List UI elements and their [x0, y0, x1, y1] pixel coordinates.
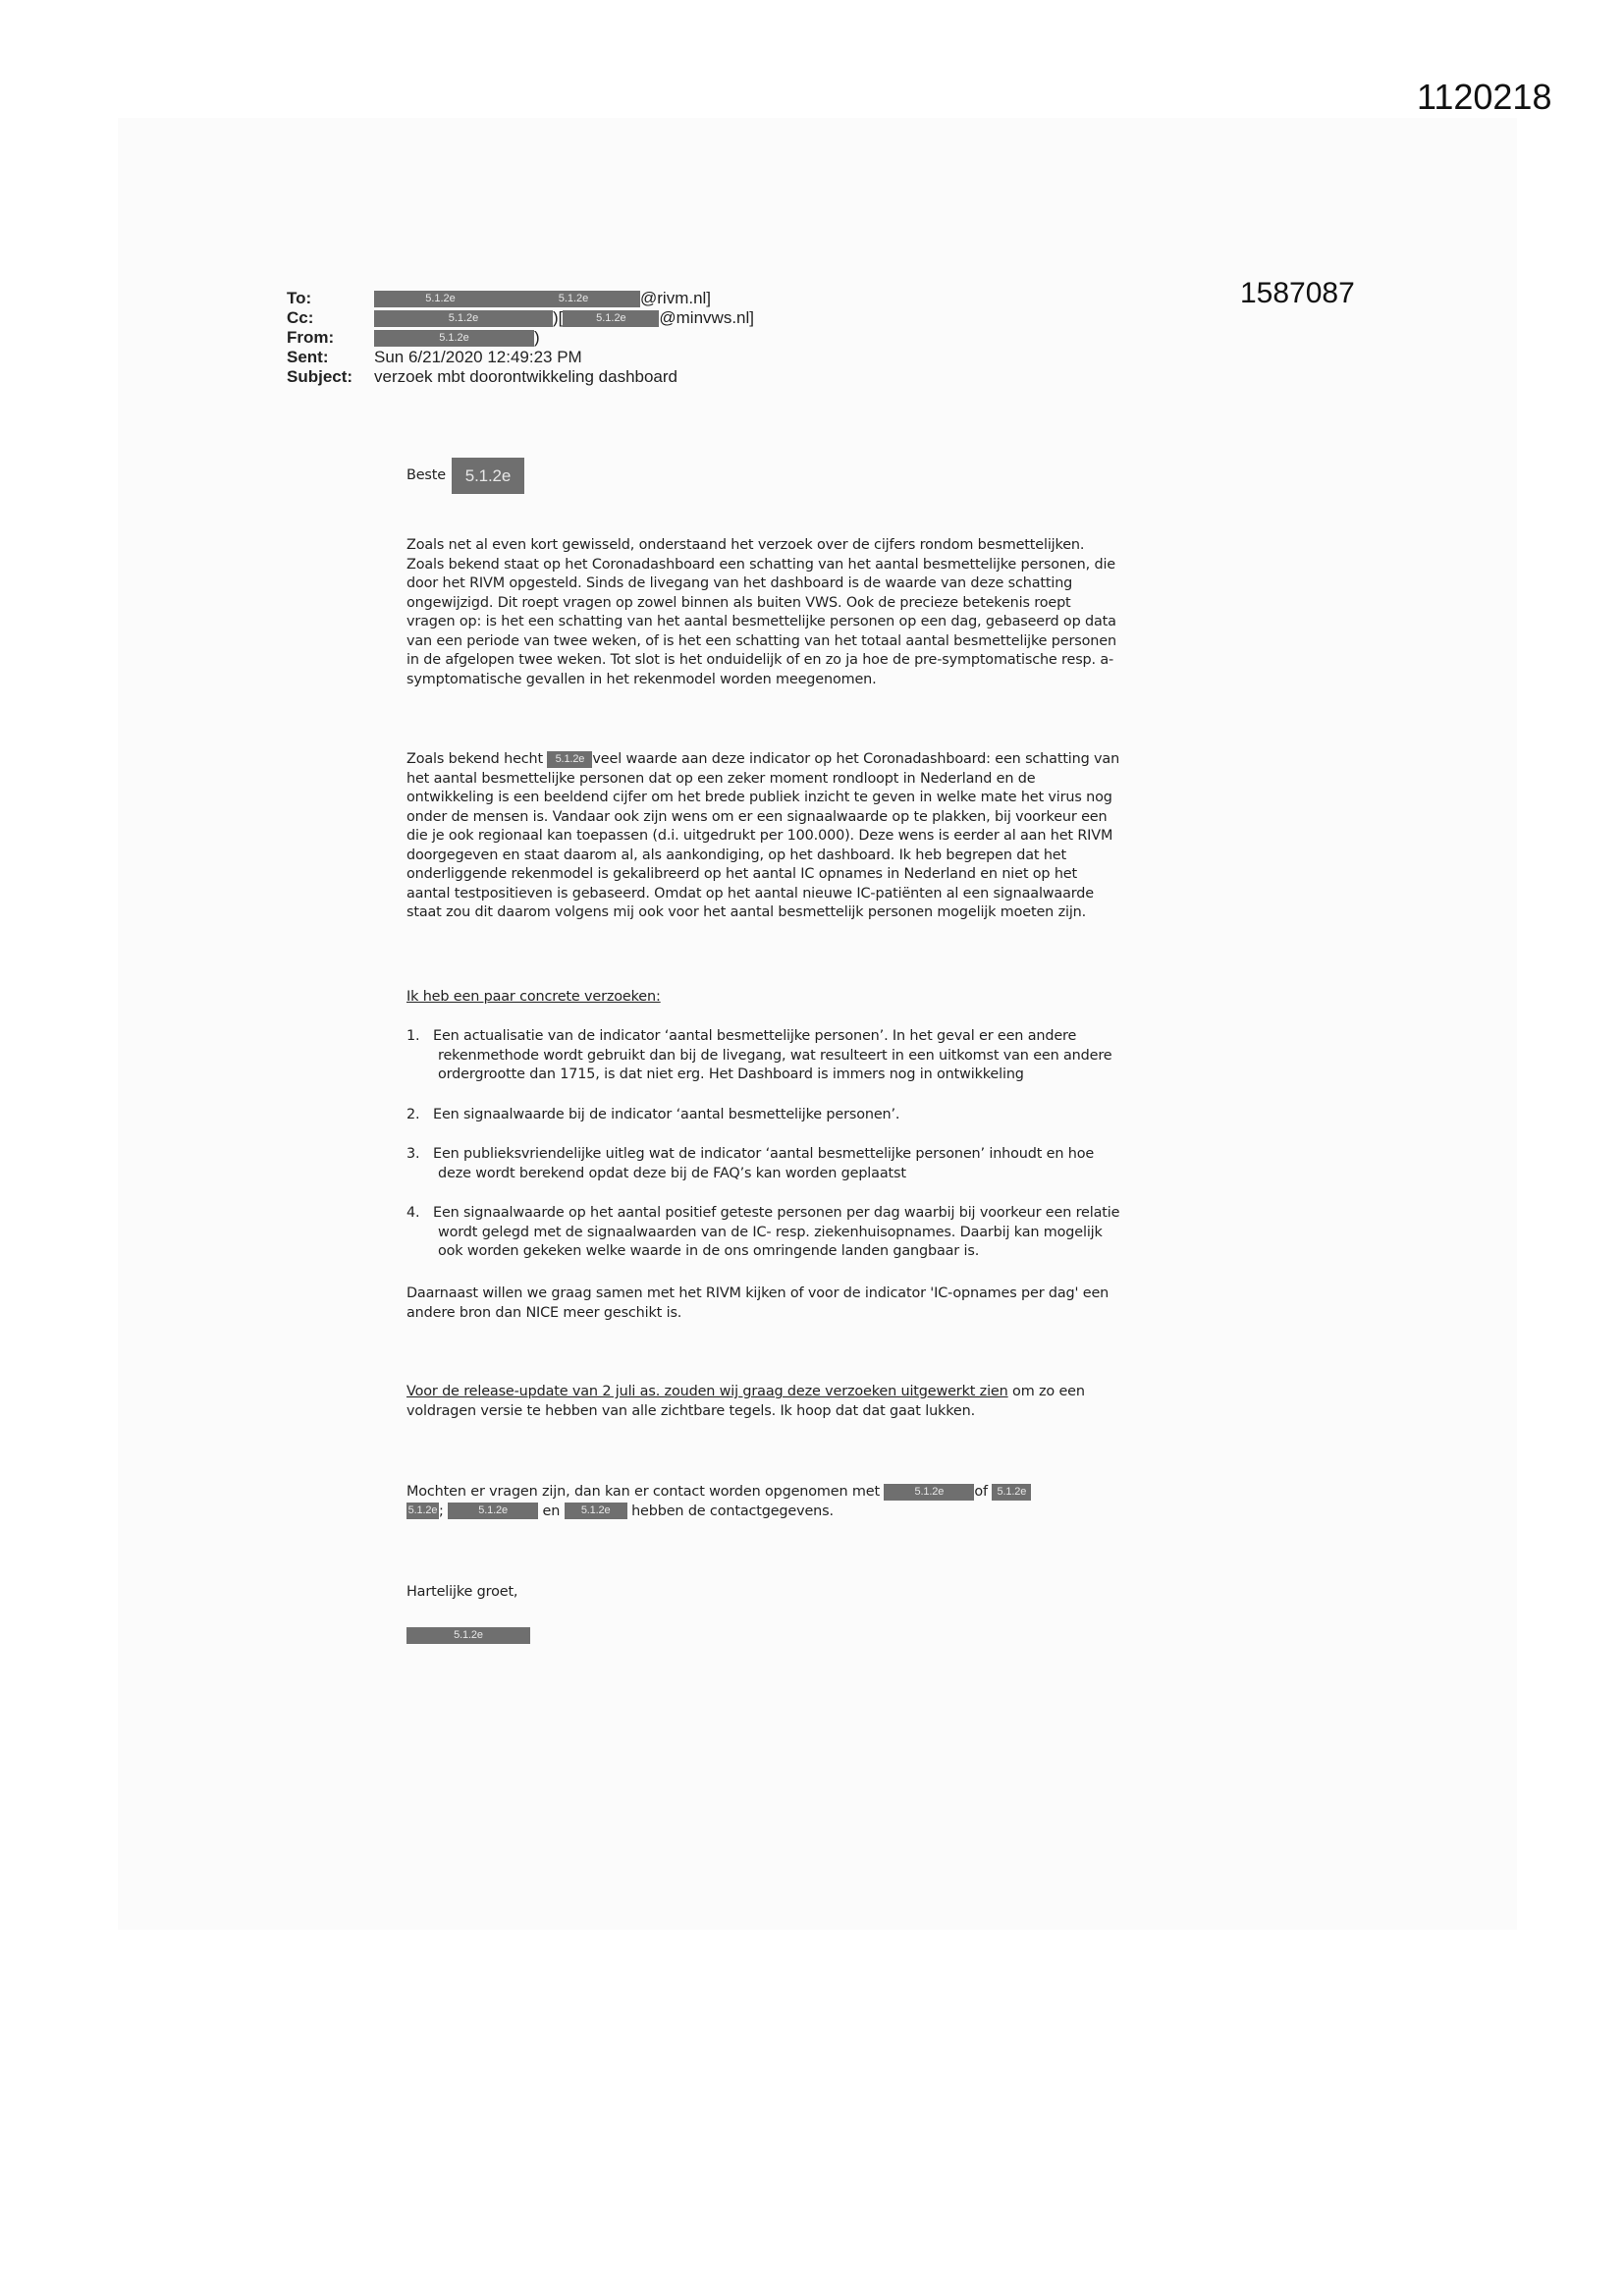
text-line	[406, 1503, 1031, 1522]
list-text	[433, 1204, 1119, 1262]
text-line	[406, 632, 1116, 652]
redaction: 5.1.2e	[884, 1484, 974, 1501]
redaction: 5.1.2e	[992, 1484, 1031, 1501]
text-segment: wordt gelegd met de signaalwaarden van de IC- resp. ziekenhuisopnames. Daarbij kan mogelijk	[438, 1224, 1103, 1240]
text-line	[433, 1242, 1119, 1262]
text-segment: die je ook regionaal kan toepassen (d.i. uitgedrukt per 100.000). Deze wens is eerder al aan het RIVM	[406, 828, 1113, 844]
text-line	[406, 865, 1119, 885]
text-line	[406, 574, 1116, 594]
text-segment: hebben de contactgegevens.	[626, 1503, 834, 1519]
text-line	[433, 1066, 1111, 1085]
from-label: From:	[287, 328, 335, 347]
redaction: 5.1.2e	[448, 1503, 538, 1519]
text-segment: aantal testpositieven is gebaseerd. Omdat op het aantal nieuwe IC-patiënten al een signaalwaarde	[406, 885, 1094, 902]
text-line	[406, 594, 1116, 614]
redaction: 5.1.2e	[374, 330, 534, 347]
text-segment: en	[538, 1503, 565, 1519]
text-line	[406, 847, 1119, 866]
redaction: 5.1.2e	[565, 1503, 627, 1519]
sent-value: Sun 6/21/2020 12:49:23 PM	[374, 348, 582, 366]
text-segment: Zoals bekend staat op het Coronadashboard een schatting van het aantal besmettelijke personen, die	[406, 556, 1115, 573]
text-line	[406, 789, 1119, 808]
cc-separator: )[	[553, 308, 564, 327]
paragraph-2	[406, 750, 1119, 923]
text-segment: rekenmethode wordt gebruikt dan bij de livegang, wat resulteert in een uitkomst van een andere	[438, 1047, 1112, 1064]
text-segment: Mochten er vragen zijn, dan kan er contact worden opgenomen met	[406, 1484, 885, 1500]
text-segment: om zo een	[1007, 1384, 1085, 1399]
to-suffix: @rivm.nl]	[640, 289, 712, 307]
text-line	[433, 1047, 1111, 1066]
redaction: 5.1.2e	[374, 291, 507, 307]
text-line	[406, 671, 1116, 690]
text-segment: ;	[439, 1503, 449, 1519]
text-segment: onderliggende rekenmodel is gekalibreerd op het aantal IC opnames in Nederland en niet op het	[406, 866, 1077, 882]
text-segment: Zoals bekend hecht	[406, 751, 548, 767]
list-text	[433, 1027, 1111, 1085]
redaction: 5.1.2e	[374, 310, 553, 327]
text-segment: of	[974, 1484, 993, 1500]
redaction: 5.1.2e	[563, 310, 659, 327]
subject-label: Subject:	[287, 367, 353, 386]
sent-label: Sent:	[287, 348, 329, 366]
closing: Hartelijke groet,	[406, 1584, 518, 1600]
redaction: 5.1.2e	[547, 751, 592, 768]
text-segment: Een actualisatie van de indicator ‘aantal besmettelijke personen’. In het geval er een andere	[433, 1028, 1077, 1044]
paragraph-1	[406, 536, 1116, 689]
cc-suffix: @minvws.nl]	[659, 308, 754, 327]
text-line	[406, 808, 1119, 828]
text-segment: symptomatische gevallen in het rekenmodel worden meegenomen.	[406, 671, 877, 687]
text-segment: veel waarde aan deze indicator op het Coronadashboard: een schatting van	[592, 751, 1120, 767]
text-segment: doorgegeven en staat daarom al, als aankondiging, op het dashboard. Ik heb begrepen dat het	[406, 847, 1066, 863]
text-line	[433, 1106, 899, 1125]
redaction: 5.1.2e	[507, 291, 640, 307]
list-number: 1.	[406, 1028, 420, 1044]
list-text	[433, 1145, 1094, 1183]
list-number: 3.	[406, 1146, 420, 1162]
text-segment: ongewijzigd. Dit roept vragen op zowel binnen als buiten VWS. Ook de precieze betekenis roept	[406, 594, 1071, 611]
text-line	[406, 903, 1119, 923]
text-segment: vragen op: is het een schatting van het aantal besmettelijke personen op een dag, gebaseerd op data	[406, 614, 1116, 629]
text-segment: ontwikkeling is een beeldend cijfer om het brede publiek inzicht te geven in welke mate het virus nog	[406, 790, 1112, 805]
redaction: 5.1.2e	[406, 1627, 530, 1644]
text-line	[406, 1402, 1085, 1422]
text-segment: voldragen versie te hebben van alle zichtbare tegels. Ik hoop dat dat gaat lukken.	[406, 1402, 975, 1419]
text-segment: andere bron dan NICE meer geschikt is.	[406, 1304, 682, 1321]
paragraph-3	[406, 1285, 1109, 1323]
text-line	[406, 750, 1119, 770]
requests-heading: Ik heb een paar concrete verzoeken:	[406, 989, 661, 1005]
signature	[406, 1626, 530, 1646]
list-number: 2.	[406, 1107, 420, 1122]
to-label: To:	[287, 289, 312, 307]
text-line	[406, 827, 1119, 847]
text-line	[406, 1285, 1109, 1304]
text-line	[406, 1304, 1109, 1324]
text-line	[406, 1383, 1085, 1402]
text-segment: Een signaalwaarde op het aantal positief geteste personen per dag waarbij bij voorkeur een relatie	[433, 1205, 1120, 1221]
from-suffix: )	[534, 328, 540, 347]
text-segment: Een signaalwaarde bij de indicator ‘aantal besmettelijke personen’.	[433, 1107, 900, 1122]
subject-value: verzoek mbt doorontwikkeling dashboard	[374, 367, 678, 386]
document-number: 1120218	[1417, 77, 1552, 117]
list-number: 4.	[406, 1205, 420, 1221]
redaction: 5.1.2e	[452, 458, 524, 494]
text-line	[433, 1204, 1119, 1224]
text-segment: het aantal besmettelijke personen dat op een zeker moment rondloopt in Nederland en de	[406, 770, 1036, 787]
text-segment: ordergrootte dan 1715, is dat niet erg. Het Dashboard is immers nog in ontwikkeling	[438, 1066, 1024, 1082]
text-line	[406, 556, 1116, 575]
text-segment: van een periode van twee weken, of is het een schatting van het totaal aantal besmettelijke personen	[406, 632, 1116, 649]
scanned-page-background	[118, 118, 1517, 1930]
text-segment: Zoals net al even kort gewisseld, onderstaand het verzoek over de cijfers rondom besmettelijken.	[406, 537, 1085, 553]
text-line	[433, 1224, 1119, 1243]
text-line	[406, 1483, 1031, 1503]
text-segment: onder de mensen is. Vandaar ook zijn wens om er een signaalwaarde op te plakken, bij voorkeur een	[406, 808, 1108, 825]
cc-label: Cc:	[287, 308, 314, 327]
text-line	[433, 1027, 1111, 1047]
paragraph-4	[406, 1383, 1085, 1421]
text-line	[406, 885, 1119, 904]
text-segment: in de afgelopen twee weken. Tot slot is het onduidelijk of en zo ja hoe de pre-symptomatische resp. a-	[406, 652, 1114, 668]
greeting: Beste	[406, 466, 446, 483]
underlined-text: Voor de release-update van 2 juli as. zouden wij graag deze verzoeken uitgewerkt zien	[406, 1384, 1008, 1399]
text-line	[406, 770, 1119, 790]
text-segment: door het RIVM opgesteld. Sinds de livegang van het dashboard is de waarde van deze schatting	[406, 575, 1073, 591]
text-line	[433, 1145, 1094, 1165]
text-segment: ook worden gekeken welke waarde in de ons omringende landen gangbaar is.	[438, 1243, 980, 1259]
text-segment: Een publieksvriendelijke uitleg wat de indicator ‘aantal besmettelijke personen’ inhoudt en hoe	[433, 1146, 1095, 1162]
text-line	[406, 613, 1116, 632]
list-text	[433, 1106, 899, 1125]
text-line	[433, 1165, 1094, 1184]
greeting-line	[406, 458, 524, 494]
paragraph-5	[406, 1483, 1031, 1521]
redaction: 5.1.2e	[406, 1503, 439, 1519]
text-line	[406, 651, 1116, 671]
text-segment: Daarnaast willen we graag samen met het RIVM kijken of voor de indicator 'IC-opnames per dag' een	[406, 1285, 1110, 1301]
text-line	[406, 536, 1116, 556]
email-document-number: 1587087	[1240, 277, 1355, 309]
text-segment: staat zou dit daarom volgens mij ook voor het aantal besmettelijk personen mogelijk moeten zijn.	[406, 904, 1087, 920]
text-segment: deze wordt berekend opdat deze bij de FAQ’s kan worden geplaatst	[438, 1165, 906, 1181]
